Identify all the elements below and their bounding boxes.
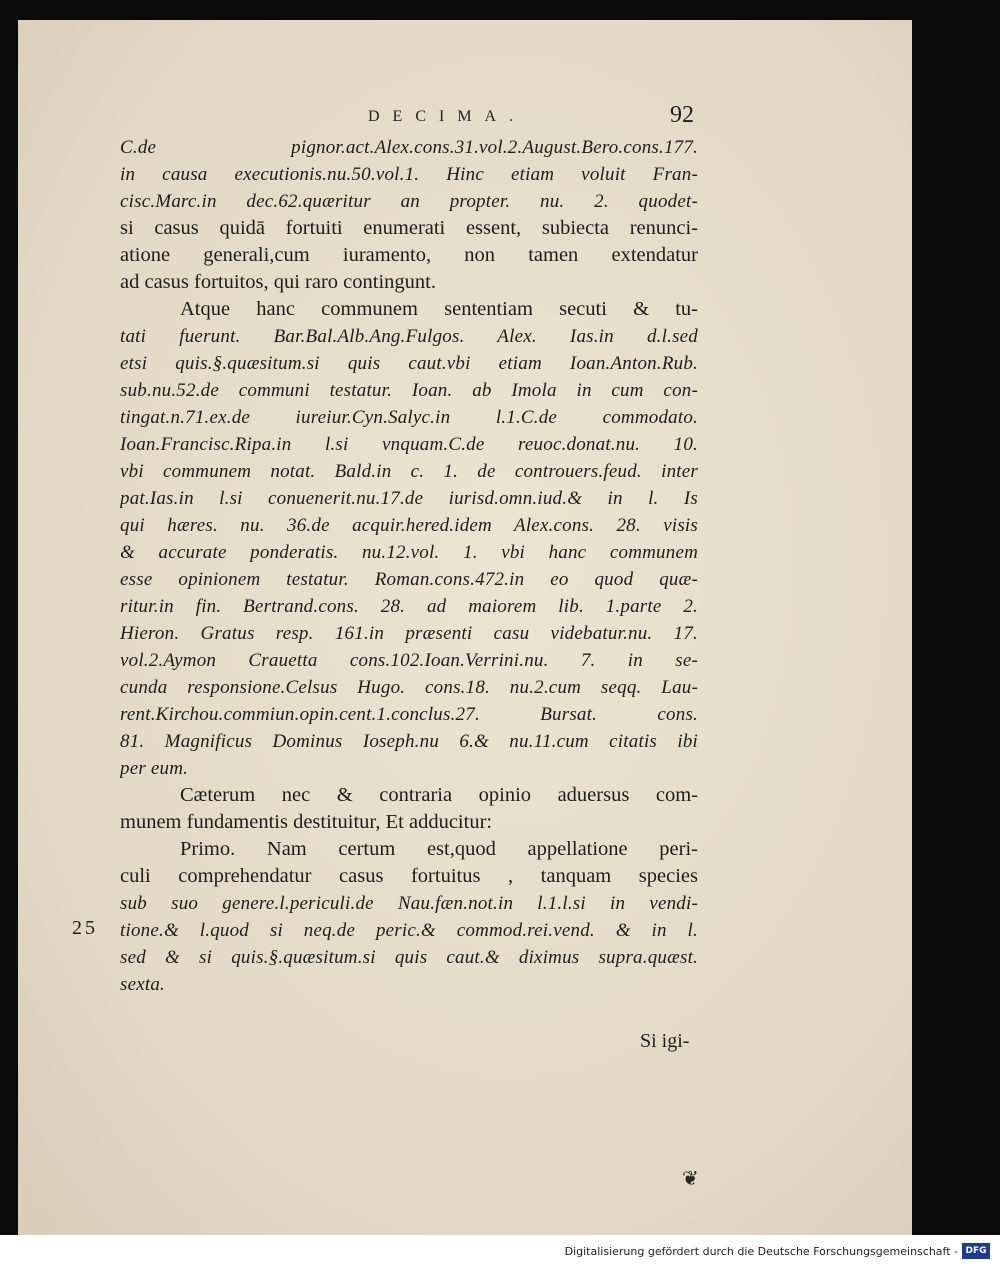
text-line: vol.2.Aymon Crauetta cons.102.Ioan.Verrini.nu. 7. in se-: [120, 650, 698, 671]
text-line: qui hæres. nu. 36.de acquir.hered.idem Alex.cons. 28. visis: [120, 515, 698, 536]
page-header: [18, 102, 912, 136]
text-line: sed & si quis.§.quæsitum.si quis caut.& diximus supra.quæst.: [120, 947, 698, 968]
dfg-logo: DFG: [962, 1243, 990, 1259]
text-line: sexta.: [120, 974, 165, 995]
text-line: si casus quidā fortuiti enumerati essent, subiecta renunci-: [120, 217, 698, 239]
text-line: atione generali,cum iuramento, non tamen extendatur: [120, 244, 698, 266]
text-line: tati fuerunt. Bar.Bal.Alb.Ang.Fulgos. Alex. Ias.in d.l.sed: [120, 326, 698, 347]
text-line: etsi quis.§.quæsitum.si quis caut.vbi etiam Ioan.Anton.Rub.: [120, 353, 698, 374]
text-line: Hieron. Gratus resp. 161.in præsenti casu videbatur.nu. 17.: [120, 623, 698, 644]
page-number: 92: [670, 102, 694, 128]
book-page: [18, 20, 912, 1235]
catchword: Si igi-: [640, 1030, 690, 1052]
running-head: DECIMA.: [368, 108, 527, 125]
text-line: ritur.in fin. Bertrand.cons. 28. ad maiorem lib. 1.parte 2.: [120, 596, 698, 617]
ornament-icon: ❦: [682, 1168, 699, 1190]
text-line: tione.& l.quod si neq.de peric.& commod.rei.vend. & in l.: [120, 920, 698, 941]
text-line: sub suo genere.l.periculi.de Nau.fæn.not.in l.1.l.si in vendi-: [120, 893, 698, 914]
text-line: esse opinionem testatur. Roman.cons.472.in eo quod quæ-: [120, 569, 698, 590]
text-line: munem fundamentis destituitur, Et adducitur:: [120, 811, 493, 833]
footer-bar: [0, 1235, 1000, 1269]
text-line: vbi communem notat. Bald.in c. 1. de controuers.feud. inter: [120, 461, 698, 482]
text-line: rent.Kirchou.commiun.opin.cent.1.conclus.27. Bursat. cons.: [120, 704, 698, 725]
text-line: 81. Magnificus Dominus Ioseph.nu 6.& nu.11.cum citatis ibi: [120, 731, 698, 752]
text-line: tingat.n.71.ex.de iureiur.Cyn.Salyc.in l.1.C.de commodato.: [120, 407, 698, 428]
body-text: [120, 134, 698, 998]
scan-border: [912, 20, 1000, 1235]
text-line: cisc.Marc.in dec.62.quæritur an propter. nu. 2. quodet-: [120, 191, 698, 212]
text-line: sub.nu.52.de communi testatur. Ioan. ab Imola in cum con-: [120, 380, 698, 401]
text-line: & accurate ponderatis. nu.12.vol. 1. vbi hanc communem: [120, 542, 698, 563]
text-line: per eum.: [120, 758, 189, 779]
text-line: pat.Ias.in l.si conuenerit.nu.17.de iurisd.omn.iud.& in l. Is: [120, 488, 698, 509]
text-line: Cæterum nec & contraria opinio aduersus com-: [180, 784, 698, 806]
text-line: ad casus fortuitos, qui raro contingunt.: [120, 271, 436, 293]
text-line: cunda responsione.Celsus Hugo. cons.18. nu.2.cum seqq. Lau-: [120, 677, 698, 698]
text-line: culi comprehendatur casus fortuitus , tanquam species: [120, 865, 698, 887]
text-line: in causa executionis.nu.50.vol.1. Hinc etiam voluit Fran-: [120, 164, 698, 185]
footer-credit: Digitalisierung gefördert durch die Deutsche Forschungsgemeinschaft -: [564, 1245, 958, 1258]
text-line: Ioan.Francisc.Ripa.in l.si vnquam.C.de reuoc.donat.nu. 10.: [120, 434, 698, 455]
text-line: C.de pignor.act.Alex.cons.31.vol.2.August.Bero.cons.177.: [120, 137, 698, 158]
text-line: Primo. Nam certum est,quod appellatione peri-: [180, 838, 698, 860]
text-line: Atque hanc communem sententiam secuti & tu-: [180, 298, 698, 320]
margin-line-number: 25: [72, 917, 98, 939]
